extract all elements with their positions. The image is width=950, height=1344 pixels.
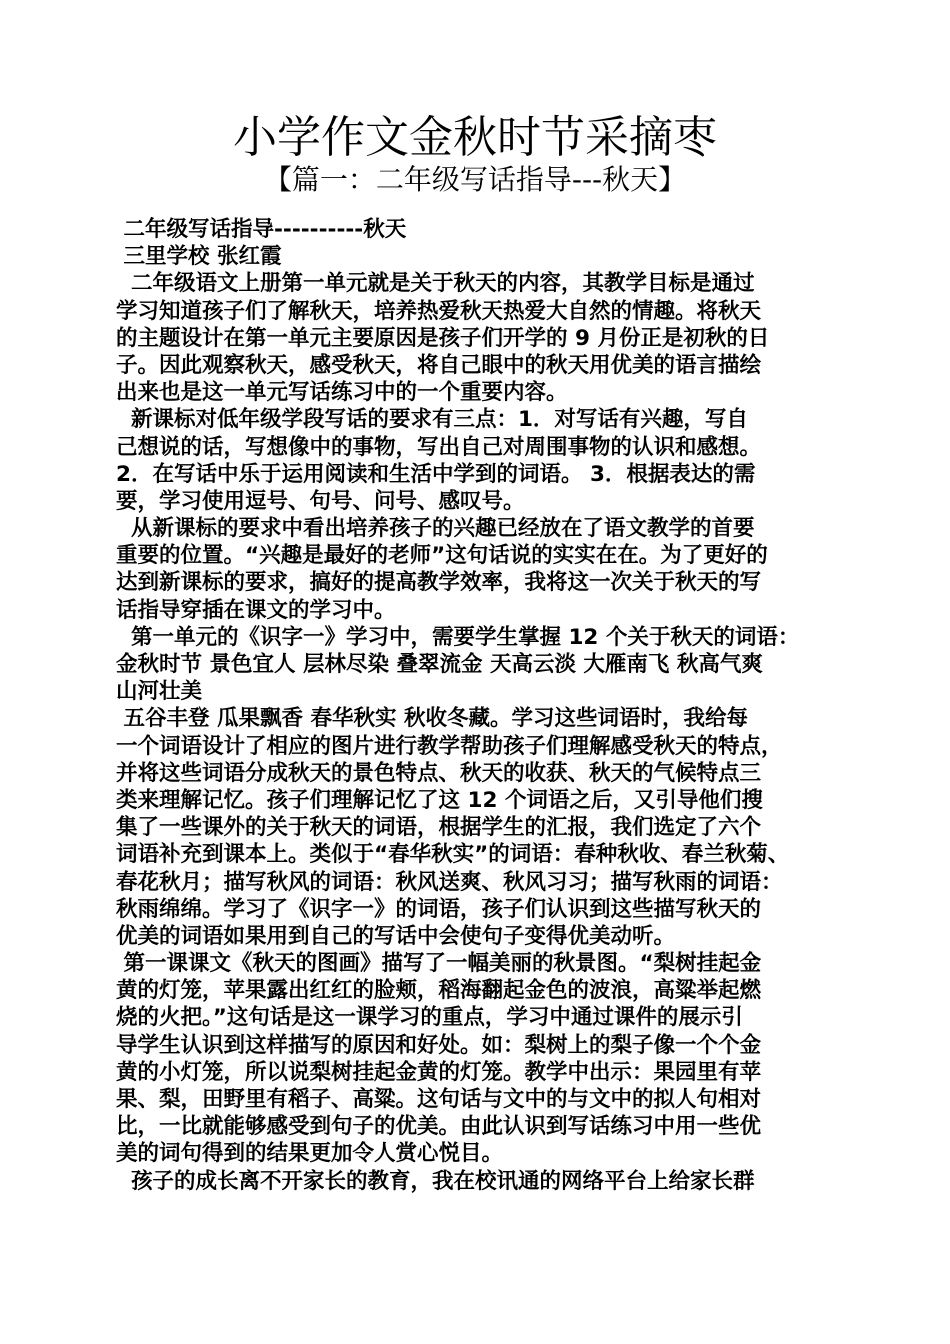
body-text-line: 学习知道孩子们了解秋天，培养热爱秋天热爱大自然的情趣。将秋天 xyxy=(116,298,762,324)
body-text-line: 重要的位置。“兴趣是最好的老师”这句话说的实实在在。为了更好的 xyxy=(116,543,768,569)
body-text-line: 美的词句得到的结果更加令人赏心悦目。 xyxy=(116,1141,504,1167)
body-text-line: 优美的词语如果用到自己的写话中会使句子变得优美动听。 xyxy=(116,923,676,949)
body-text-line: 黄的灯笼，苹果露出红红的脸颊，稻海翻起金色的波浪，高粱举起燃 xyxy=(116,978,762,1004)
body-text-line: 第一课课文《秋天的图画》描写了一幅美丽的秋景图。“梨树挂起金 xyxy=(116,951,762,977)
body-text-line: 类来理解记忆。孩子们理解记忆了这 12 个词语之后，又引导他们搜 xyxy=(116,787,763,813)
body-text-line: 2．在写话中乐于运用阅读和生活中学到的词语。 3．根据表达的需 xyxy=(116,461,756,487)
body-text-line: 要，学习使用逗号、句号、问号、感叹号。 xyxy=(116,488,525,514)
document-subtitle: 【篇一：二年级写话指导---秋天】 xyxy=(263,163,687,196)
body-text-line: 子。因此观察秋天，感受秋天，将自己眼中的秋天用优美的语言描绘 xyxy=(116,352,762,378)
body-text-line: 比，一比就能够感受到句子的优美。由此认识到写话练习中用一些优 xyxy=(116,1114,762,1140)
body-text-line: 并将这些词语分成秋天的景色特点、秋天的收获、秋天的气候特点三 xyxy=(116,760,762,786)
body-text-line: 二年级语文上册第一单元就是关于秋天的内容，其教学目标是通过 xyxy=(116,271,755,297)
body-text-line: 烧的火把。”这句话是这一课学习的重点，学习中通过课件的展示引 xyxy=(116,1005,743,1031)
body-text-line: 出来也是这一单元写话练习中的一个重要内容。 xyxy=(116,380,568,406)
body-text-line: 山河壮美 xyxy=(116,679,203,705)
body-text-line: 金秋时节 景色宜人 层林尽染 叠翠流金 天高云淡 大雁南飞 秋高气爽 xyxy=(116,652,763,677)
body-text-line: 达到新课标的要求，搞好的提高教学效率，我将这一次关于秋天的写 xyxy=(116,570,762,596)
body-text-line: 果、梨，田野里有稻子、高粱。这句话与文中的与文中的拟人句相对 xyxy=(116,1087,762,1112)
body-text-line: 春花秋月；描写秋风的词语：秋风送爽、秋风习习；描写秋雨的词语： xyxy=(116,869,783,895)
body-text-line: 三里学校 张红霞 xyxy=(116,244,282,270)
body-text-line: 新课标对低年级学段写话的要求有三点：1．对写话有兴趣，写自 xyxy=(116,407,748,433)
body-text-line: 的主题设计在第一单元主要原因是孩子们开学的 9 月份正是初秋的日 xyxy=(116,325,770,351)
body-text-line: 话指导穿插在课文的学习中。 xyxy=(116,597,396,623)
body-text-line: 五谷丰登 瓜果飘香 春华秋实 秋收冬藏。学习这些词语时，我给每 xyxy=(116,706,748,732)
body-text-line: 一个词语设计了相应的图片进行教学帮助孩子们理解感受秋天的特点， xyxy=(116,733,783,759)
body-text-line: 词语补充到课本上。类似于“春华秋实”的词语：春种秋收、春兰秋菊、 xyxy=(116,842,790,868)
body-text-line: 第一单元的《识字一》学习中，需要学生掌握 12 个关于秋天的词语： xyxy=(116,624,800,650)
body-text-line: 从新课标的要求中看出培养孩子的兴趣已经放在了语文教学的首要 xyxy=(116,516,755,542)
body-text-line: 黄的小灯笼，所以说梨树挂起金黄的灯笼。教学中出示：果园里有苹 xyxy=(116,1059,762,1085)
body-text-line: 己想说的话，写想像中的事物，写出自己对周围事物的认识和感想。 xyxy=(116,434,762,460)
body-text-line: 导学生认识到这样描写的原因和好处。如：梨树上的梨子像一个个金 xyxy=(116,1032,762,1058)
body-text-line: 二年级写话指导----------秋天 xyxy=(116,217,407,242)
body-text-line: 孩子的成长离不开家长的教育，我在校讯通的网络平台上给家长群 xyxy=(116,1168,755,1194)
body-text-line: 集了一些课外的关于秋天的词语，根据学生的汇报，我们选定了六个 xyxy=(116,815,762,841)
document-title: 小学作文金秋时节采摘枣 xyxy=(233,112,717,163)
body-text-line: 秋雨绵绵。学习了《识字一》的词语，孩子们认识到这些描写秋天的 xyxy=(116,896,762,922)
document-body xyxy=(116,216,836,1195)
